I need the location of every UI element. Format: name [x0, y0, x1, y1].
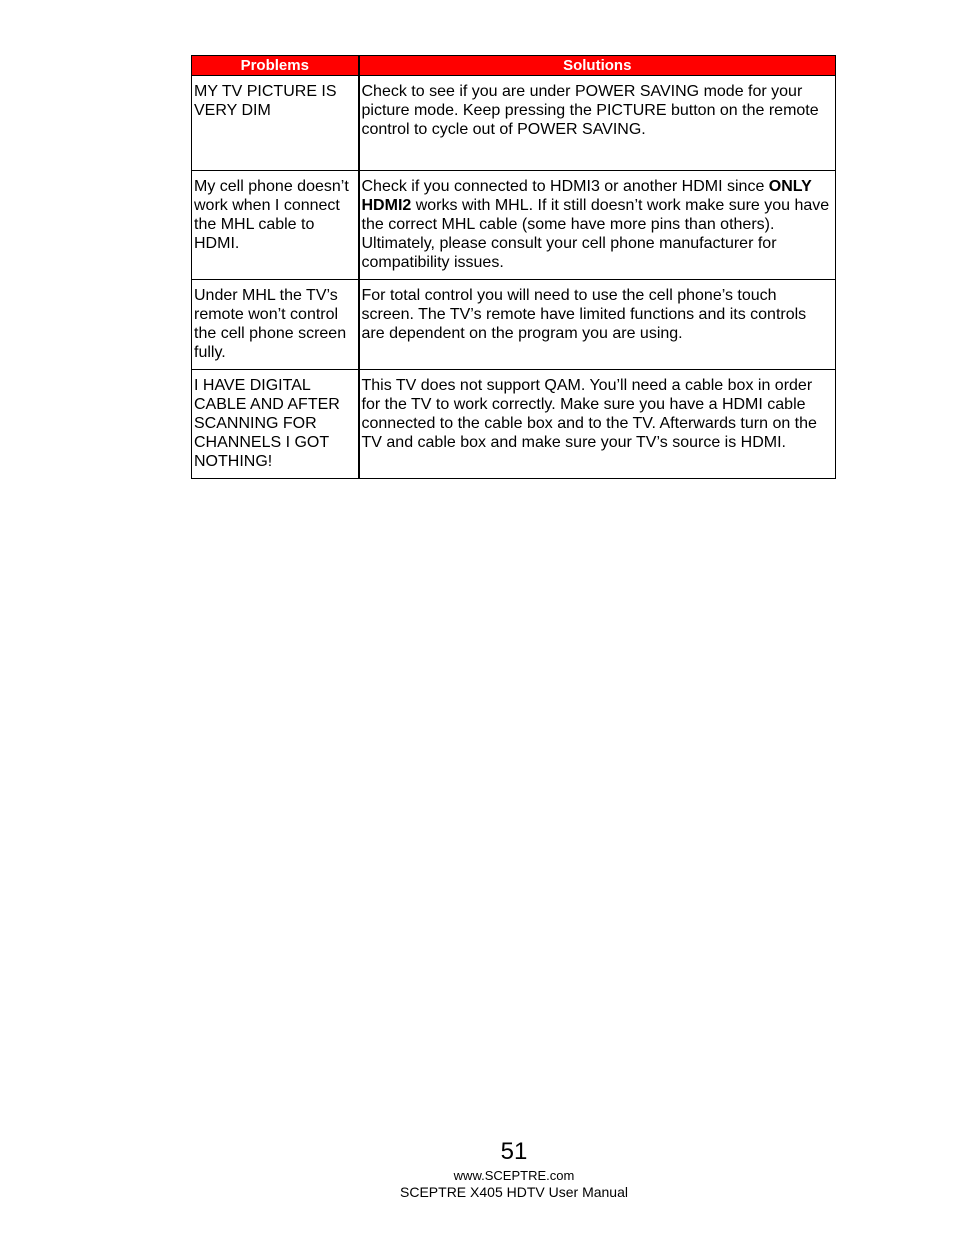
problem-cell: Under MHL the TV’s remote won’t control the cell phone screen fully. — [192, 280, 359, 370]
solution-text: Check if you connected to HDMI3 or another HDMI since — [361, 178, 769, 195]
solution-emphasis: ONLY HDMI2 — [361, 178, 812, 214]
solutions-header: Solutions — [359, 56, 836, 76]
table-row — [192, 171, 836, 280]
table-row — [192, 76, 836, 171]
solution-cell — [359, 171, 836, 280]
troubleshooting-table — [191, 55, 836, 479]
solution-cell: For total control you will need to use the cell phone’s touch screen. The TV’s remote have limited functions and its controls are dependent on the program you are using. — [359, 280, 836, 370]
solution-cell: Check to see if you are under POWER SAVING mode for your picture mode. Keep pressing the PICTURE button on the remote control to cycle out of POWER SAVING. — [359, 76, 836, 171]
solution-text: works with MHL. If it still doesn’t work make sure you have the correct MHL cable (some have more pins than others). Ultimately, please consult your cell phone manufacturer for compatibility issues. — [361, 197, 830, 271]
solution-cell: This TV does not support QAM. You’ll need a cable box in order for the TV to work correctly. Make sure you have a HDMI cable connected to the cable box and to the TV. Afterwards turn on the TV and cable box and make sure your TV’s source is HDMI. — [359, 370, 836, 479]
problem-cell: I HAVE DIGITAL CABLE AND AFTER SCANNING FOR CHANNELS I GOT NOTHING! — [192, 370, 359, 479]
table-row — [192, 280, 836, 370]
problem-cell: MY TV PICTURE IS VERY DIM — [192, 76, 359, 171]
table-row — [192, 370, 836, 479]
footer-manual-title: SCEPTRE X405 HDTV User Manual — [400, 1184, 628, 1200]
footer-url: www.SCEPTRE.com — [453, 1168, 575, 1183]
table-header-row — [192, 56, 836, 76]
problem-cell: My cell phone doesn’t work when I connect the MHL cable to HDMI. — [192, 171, 359, 280]
page-number: 51 — [500, 1138, 528, 1165]
problems-header: Problems — [192, 56, 359, 76]
